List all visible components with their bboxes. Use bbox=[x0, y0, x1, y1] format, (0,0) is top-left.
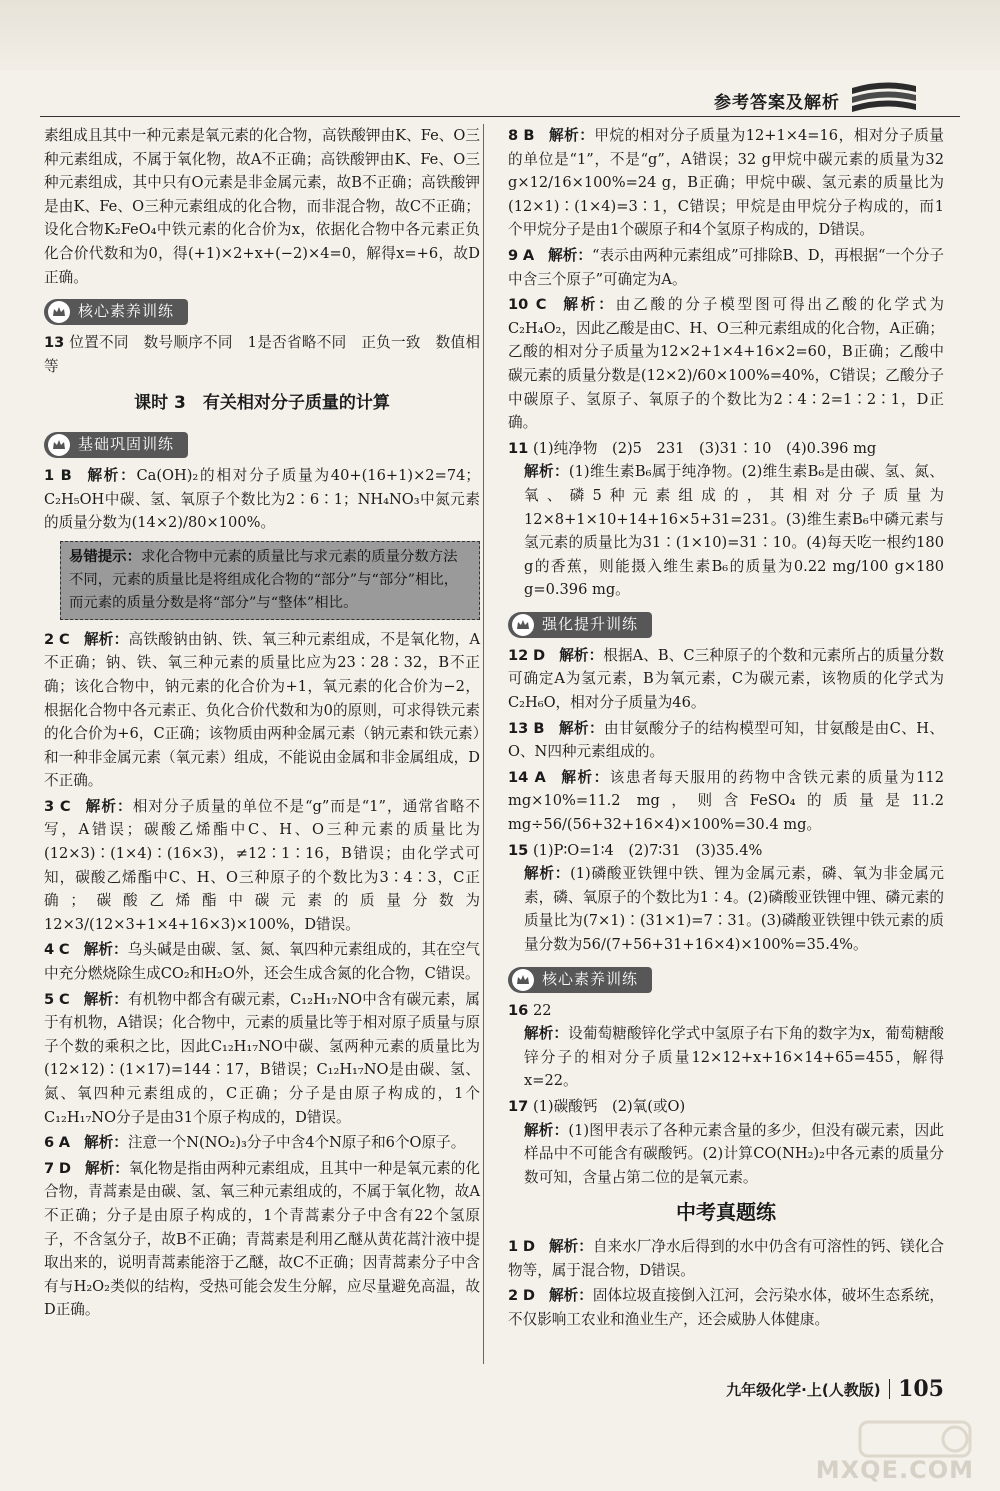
page-header bbox=[40, 76, 960, 117]
explanation-block bbox=[508, 1022, 944, 1093]
tip-text: 求化合物中元素的质量比与求元素的质量分数方法不同，元素的质量比是将组成化合物的“部分”与“部分”相比，而元素的质量分数是将“部分”与“整体”相比。 bbox=[69, 548, 459, 611]
question-15 bbox=[508, 839, 944, 957]
q12-continued bbox=[44, 124, 480, 289]
watermark-site: MXQE.COM bbox=[815, 1456, 974, 1484]
explanation-label: 解析： bbox=[524, 1025, 569, 1043]
left-column bbox=[44, 124, 480, 1324]
question-number: 12 bbox=[508, 646, 529, 664]
badge-label: 强化提升训练 bbox=[542, 615, 639, 634]
question-number: 5 bbox=[44, 990, 55, 1008]
section-badge-core-2 bbox=[508, 967, 652, 993]
explanation-label: 解析： bbox=[548, 1237, 593, 1255]
answer-letter: C bbox=[535, 296, 547, 314]
explanation-text: 甲烷的相对分子质量为12+1×4=16，相对分子质量的单位是“1”，不是“g”，A错误；32 g甲烷中碳元素的质量为32 g×12/16×100%=24 g，B正确；甲烷中碳、氢元素的质量比为(12×1)∶(1×4)=3∶1，C错误；甲烷是由甲烷分子构成的，而1个甲烷分子是由1个碳原子和4个氢原子构成的，D错误。 bbox=[508, 127, 944, 239]
answer-letter: C bbox=[58, 941, 70, 959]
explanation-text: 根据A、B、C三种原子的个数和元素所占的质量分数可确定A为氢元素，B为氧元素，C为碳元素，该物质的化学式为C₂H₆O，相对分子质量为46。 bbox=[508, 646, 944, 712]
header-title: 参考答案及解析 bbox=[714, 93, 840, 113]
question-number: 6 bbox=[44, 1134, 55, 1152]
book-stack-icon bbox=[848, 78, 920, 116]
question-16 bbox=[508, 999, 944, 1093]
explanation-text: 乌头碱是由碳、氢、氮、氧四种元素组成的，其在空气中充分燃烧除生成CO₂和H₂O外，还会生成含氮的化合物，C错误。 bbox=[44, 941, 480, 983]
question-1 bbox=[44, 464, 480, 535]
explanation-label: 解析： bbox=[83, 941, 128, 959]
exam-section-title: 中考真题练 bbox=[676, 1200, 776, 1225]
lesson-title: 课时 3 有关相对分子质量的计算 bbox=[134, 393, 390, 414]
question-number: 2 bbox=[44, 630, 55, 648]
explanation-text: 注意一个N(NO₂)₃分子中含4个N原子和6个O原子。 bbox=[127, 1134, 466, 1152]
right-column bbox=[508, 124, 944, 1333]
question-number: 1 bbox=[508, 1237, 519, 1255]
explanation-label: 解析： bbox=[84, 1159, 129, 1177]
explanation-block bbox=[508, 862, 944, 956]
question-number: 7 bbox=[44, 1159, 55, 1177]
explanation-block bbox=[508, 1119, 944, 1190]
answer-letter: B bbox=[523, 127, 535, 144]
answer-letter: A bbox=[534, 768, 546, 786]
explanation-label: 解析： bbox=[84, 1134, 128, 1152]
q12-continued-text: 素组成且其中一种元素是氧元素的化合物，高铁酸钾由K、Fe、O三种元素组成，不属于氧化物，故A不正确；高铁酸钾由K、Fe、O三种元素组成，其中只有O元素是非金属元素，故B不正确；高铁酸钾是由K、Fe、O三种元素组成的化合物，而非混合物，故C不正确；设化合物K₂FeO₄中铁元素的化合价为x，依据化合物中各元素正负化合价代数和为0，得(+1)×2+x+(−2)×4=0，解得x=+6，故D正确。 bbox=[44, 127, 480, 286]
page-footer bbox=[726, 1376, 944, 1402]
explanation-label: 解析： bbox=[83, 630, 129, 648]
error-tip-box bbox=[60, 541, 480, 620]
section-badge-basic bbox=[44, 432, 188, 458]
question-2 bbox=[44, 628, 480, 793]
answer-text: 22 bbox=[532, 1001, 552, 1019]
answer-letter: A bbox=[58, 1134, 71, 1152]
answer-letter: A bbox=[522, 246, 535, 264]
question-number: 9 bbox=[508, 246, 519, 264]
explanation-label: 解析： bbox=[85, 466, 137, 484]
section-badge-core bbox=[44, 299, 188, 325]
explanation-label: 解析： bbox=[548, 1287, 593, 1305]
question-text: 位置不同 数号顺序不同 1是否省略不同 正负一致 数值相等 bbox=[44, 334, 480, 375]
answer-letter: D bbox=[58, 1159, 71, 1177]
question-number: 14 bbox=[508, 768, 529, 786]
question-3 bbox=[44, 795, 480, 937]
explanation-text: 该患者每天服用的药物中含铁元素的质量为112 mg×10%=11.2 mg，则含FeSO₄的质量是11.2 mg÷56/(56+32+16×4)×100%=30.4 mg。 bbox=[508, 768, 944, 834]
badge-label: 核心素养训练 bbox=[78, 302, 175, 321]
question-13b bbox=[508, 717, 944, 764]
explanation-label: 解析： bbox=[84, 797, 133, 815]
tip-label: 易错提示： bbox=[69, 548, 141, 565]
answer-text: (1)纯净物 (2)5 231 (3)31∶10 (4)0.396 mg bbox=[532, 439, 877, 457]
badge-label: 基础巩固训练 bbox=[78, 435, 175, 454]
explanation-text: 有机物中都含有碳元素，C₁₂H₁₇NO中含有碳元素，属于有机物，A错误；化合物中，元素的质量比等于相对原子质量与原子个数的乘积之比，因此C₁₂H₁₇NO中碳、氢两种元素的质量比为(12×12)∶(1×17)=144∶17，B错误；C₁₂H₁₇NO是由碳、氢、氮、氧四种元素组成的，C正确；分子是由原子构成的，1个C₁₂H₁₇NO分子是由31个原子构成的，D错误。 bbox=[44, 990, 480, 1126]
explanation-text: Ca(OH)₂的相对分子质量为40+(16+1)×2=74；C₂H₅OH中碳、氢、氧原子个数比为2∶6∶1；NH₄NO₃中氮元素的质量分数为(14×2)/80×100%。 bbox=[44, 466, 480, 532]
section-badge-advanced bbox=[508, 612, 652, 638]
question-17 bbox=[508, 1095, 944, 1189]
question-number: 17 bbox=[508, 1097, 529, 1115]
question-number: 1 bbox=[44, 466, 55, 484]
book-title: 九年级化学·上(人教版) bbox=[726, 1380, 881, 1399]
answer-text: (1)P∶O=1∶4 (2)7∶31 (3)35.4% bbox=[532, 841, 763, 859]
answer-letter: D bbox=[533, 646, 546, 664]
question-11 bbox=[508, 437, 944, 602]
question-number: 2 bbox=[508, 1287, 519, 1305]
explanation-label: 解析： bbox=[524, 463, 569, 481]
scan-margin bbox=[0, 0, 1000, 70]
question-14 bbox=[508, 766, 944, 837]
question-number: 3 bbox=[44, 797, 55, 815]
badge-label: 核心素养训练 bbox=[542, 969, 639, 988]
explanation-label: 解析： bbox=[548, 246, 593, 264]
column-divider bbox=[483, 124, 484, 1364]
explanation-text: 高铁酸钠由钠、铁、氧三种元素组成，不是氧化物，A不正确；钠、铁、氧三种元素的质量比应为23∶28∶32，B不正确；该化合物中，钠元素的化合价为+1，氧元素的化合价为−2，根据化合物中各元素正、负化合价代数和为0的原则，可求得铁元素的化合价为+6，C正确；该物质由两种金属元素（钠元素和铁元素）和一种非金属元素（氧元素）组成，不能说由金属和非金属组成，D不正确。 bbox=[44, 630, 480, 790]
explanation-text: 由乙酸的分子模型图可得出乙酸的化学式为C₂H₄O₂，因此乙酸是由C、H、O三种元素组成的化合物，A正确；乙酸的相对分子质量为12×2+1×4+16×2=60，B正确；乙酸中碳元素的质量分数是(12×2)/60×100%=40%，C错误；乙酸分子中碳原子、氢原子、氧原子的个数比为2∶4∶2=1∶2∶1，D正确。 bbox=[508, 296, 944, 432]
explanation-label: 解析： bbox=[558, 719, 605, 737]
question-number: 13 bbox=[508, 719, 529, 737]
answer-text: (1)碳酸钙 (2)氧(或O) bbox=[532, 1097, 686, 1115]
explanation-label: 解析： bbox=[524, 1121, 569, 1139]
explanation-label: 解析： bbox=[83, 990, 129, 1008]
question-5 bbox=[44, 988, 480, 1130]
explanation-label: 解析： bbox=[559, 768, 610, 786]
explanation-text: 设葡萄糖酸锌化学式中氢原子右下角的数字为x，葡萄糖酸锌分子的相对分子质量12×12+x+16×14+65=455，解得x=22。 bbox=[524, 1025, 944, 1090]
question-7 bbox=[44, 1157, 480, 1322]
question-10 bbox=[508, 293, 944, 435]
explanation-text: (1)磷酸亚铁锂中铁、锂为金属元素，磷、氧为非金属元素，磷、氧原子的个数比为1∶4。(2)磷酸亚铁锂中锂、磷元素的质量比为(7×1)∶(31×1)=7∶31。(3)磷酸亚铁锂中铁元素的质量分数为56/(7+56+31+16×4)×100%=35.4%。 bbox=[524, 865, 944, 953]
answer-letter: C bbox=[59, 630, 70, 648]
question-9 bbox=[508, 244, 944, 291]
answer-letter: C bbox=[59, 797, 71, 815]
explanation-label: 解析： bbox=[559, 646, 604, 664]
question-number: 16 bbox=[508, 1001, 529, 1019]
explanation-text: 固体垃圾直接倒入江河，会污染水体，破坏生态系统，不仅影响工农业和渔业生产，还会威胁人体健康。 bbox=[508, 1287, 944, 1328]
crown-icon bbox=[512, 969, 534, 991]
question-number: 11 bbox=[508, 439, 529, 457]
answer-letter: D bbox=[522, 1287, 535, 1305]
explanation-block bbox=[508, 460, 944, 602]
answer-letter: D bbox=[522, 1237, 535, 1255]
explanation-text: 氧化物是指由两种元素组成，且其中一种是氧元素的化合物，青蒿素是由碳、氢、氧三种元素组成的，不属于氧化物，故A不正确；分子是由原子构成的，1个青蒿素分子中含有22个氢原子，不含氢分子，故B不正确；青蒿素是利用乙醚从黄花蒿汁液中提取出来的，说明青蒿素能溶于乙醚，故C不正确；因青蒿素分子中含有与H₂O₂类似的结构，受热可能会发生分解，应尽量避免高温，故D正确。 bbox=[44, 1159, 480, 1319]
exam-question-1 bbox=[508, 1235, 944, 1282]
answer-letter: B bbox=[60, 466, 72, 484]
question-number: 10 bbox=[508, 296, 529, 314]
explanation-label: 解析： bbox=[524, 865, 571, 883]
explanation-label: 解析： bbox=[548, 127, 595, 144]
question-13 bbox=[44, 331, 480, 378]
crown-icon bbox=[48, 434, 70, 456]
crown-icon bbox=[48, 301, 70, 323]
question-number: 15 bbox=[508, 841, 529, 859]
explanation-text: “表示由两种元素组成”可排除B、D，再根据“一个分子中含三个原子”可确定为A。 bbox=[508, 246, 944, 288]
answer-letter: B bbox=[533, 719, 545, 737]
explanation-text: 由甘氨酸分子的结构模型可知，甘氨酸是由C、H、O、N四种元素组成的。 bbox=[508, 719, 944, 761]
explanation-text: (1)维生素B₆属于纯净物。(2)维生素B₆是由碳、氢、氮、氧、磷5种元素组成的，其相对分子质量为12×8+1×10+14+16×5+31=231。(3)维生素B₆中磷元素与氢元素的质量比为31∶(1×10)=31∶10。(4)每天吃一根约180 g的香蕉，则能摄入维生素B₆的质量为0.22 mg/100 g×180 g=0.396 mg。 bbox=[524, 463, 944, 599]
explanation-label: 解析： bbox=[560, 296, 616, 314]
footer-separator bbox=[889, 1379, 891, 1399]
answer-letter: C bbox=[58, 990, 70, 1008]
question-number: 8 bbox=[508, 127, 519, 144]
explanation-text: 自来水厂净水后得到的水中仍含有可溶性的钙、镁化合物等，属于混合物，D错误。 bbox=[508, 1237, 944, 1279]
question-4 bbox=[44, 938, 480, 985]
question-6 bbox=[44, 1131, 480, 1155]
page-number: 105 bbox=[898, 1376, 944, 1402]
explanation-text: (1)图甲表示了各种元素含量的多少，但没有碳元素，因此样品中不可能含有碳酸钙。(2)计算CO(NH₂)₂中各元素的质量分数可知，含量占第二位的是氧元素。 bbox=[524, 1121, 944, 1186]
explanation-text: 相对分子质量的单位不是“g”而是“1”，通常省略不写，A错误；碳酸乙烯酯中C、H、O三种元素的质量比为(12×3)∶(1×4)∶(16×3)，≠12∶1∶16，B错误；由化学式可知，碳酸乙烯酯中C、H、O三种原子的个数比为3∶4∶3，C正确；碳酸乙烯酯中碳元素的质量分数为12×3/(12×3+1×4+16×3)×100%，D错误。 bbox=[44, 797, 480, 933]
question-8 bbox=[508, 124, 944, 242]
question-number: 13 bbox=[44, 334, 65, 352]
question-12 bbox=[508, 644, 944, 715]
question-number: 4 bbox=[44, 941, 55, 959]
crown-icon bbox=[512, 614, 534, 636]
exam-question-2 bbox=[508, 1284, 944, 1331]
